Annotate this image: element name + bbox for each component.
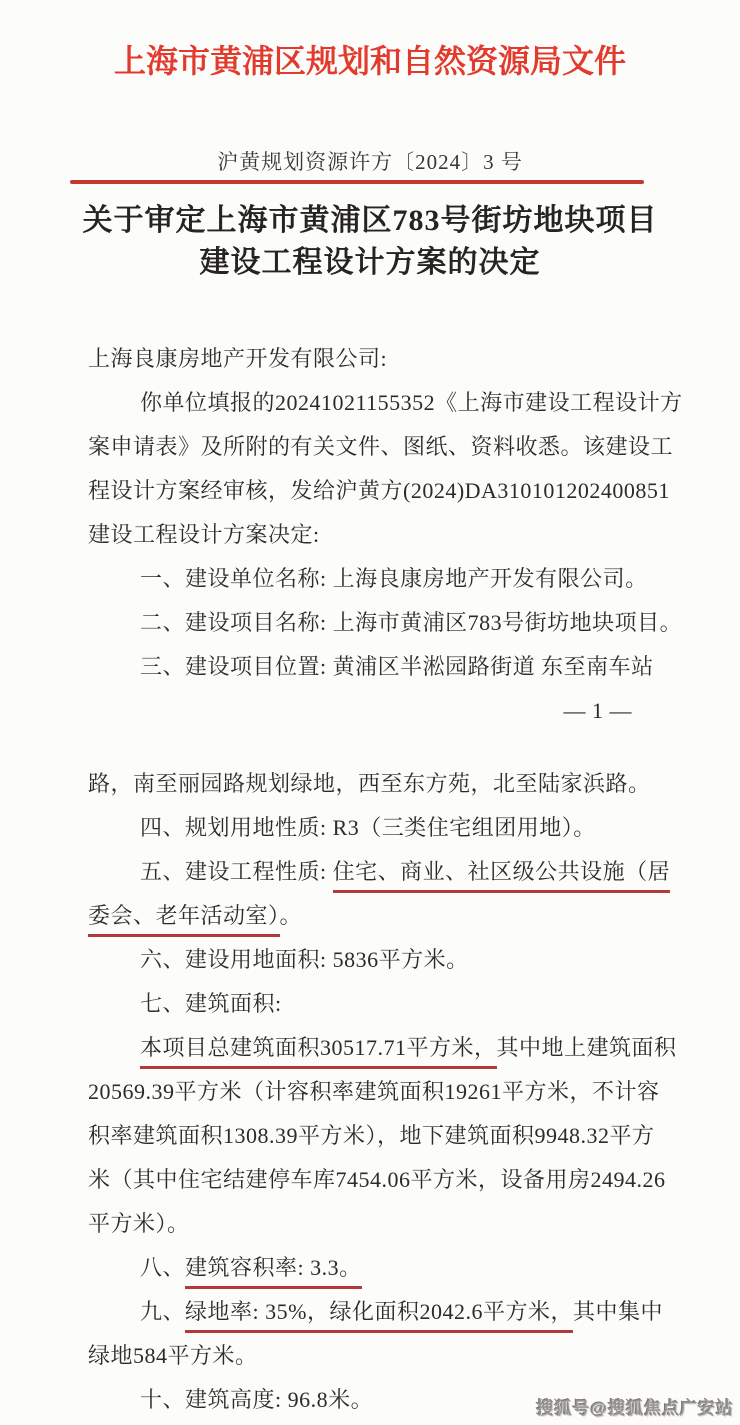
agency-header: 上海市黄浦区规划和自然资源局文件 — [113, 43, 626, 79]
text-segment: 其中集中 — [572, 1299, 663, 1324]
text-segment: 路，南至丽园路规划绿地，西至东方苑，北至陆家浜路。 — [88, 771, 651, 796]
text-segment: 三、建设项目位置: 黄浦区半淞园路街道 东至南车站 — [140, 654, 654, 679]
text-segment: — 1 — — [563, 698, 632, 723]
document-line — [88, 645, 660, 689]
underlined-text: 绿地率: 35%，绿化面积2042.6平方米， — [185, 1299, 573, 1333]
document-line — [88, 469, 670, 513]
document-line — [88, 601, 683, 645]
text-segment: 五、建设工程性质: — [140, 859, 333, 884]
document-title — [0, 200, 740, 284]
text-segment: 案申请表》及所附的有关文件、图纸、资料收悉。该建设工 — [88, 434, 674, 459]
underlined-text: 住宅、商业、社区级公共设施（居 — [333, 859, 671, 893]
document-line — [88, 425, 674, 469]
document-line — [88, 1202, 660, 1246]
text-segment: 十、建筑高度: 96.8米。 — [140, 1387, 374, 1412]
document-line — [88, 762, 660, 806]
text-segment: 绿地584平方米。 — [88, 1343, 258, 1368]
text-segment: 你单位填报的20241021155352《上海市建设工程设计方 — [140, 390, 683, 415]
underlined-text: 委会、老年活动室） — [88, 903, 280, 937]
title-line-1: 关于审定上海市黄浦区783号街坊地块项目 — [82, 204, 658, 237]
text-segment: 七、建筑面积: — [140, 991, 282, 1016]
watermark: 搜狐号@搜狐焦点广安站 — [536, 1399, 734, 1418]
document-line — [88, 1026, 677, 1070]
document-line — [88, 1114, 660, 1158]
text-segment: 九、 — [140, 1299, 186, 1324]
text-segment: 一、建设单位名称: 上海良康房地产开发有限公司。 — [140, 566, 648, 591]
text-segment: 上海良康房地产开发有限公司: — [88, 346, 388, 371]
text-segment: 八、 — [140, 1255, 186, 1280]
text-segment: 二、建设项目名称: 上海市黄浦区783号街坊地块项目。 — [140, 610, 683, 635]
document-line — [88, 1334, 660, 1378]
document-line — [88, 982, 660, 1026]
text-segment: 建设工程设计方案决定: — [88, 522, 320, 547]
document-line — [88, 938, 660, 982]
document-line — [88, 850, 671, 894]
underlined-text: 本项目总建筑面积30517.71平方米， — [140, 1035, 497, 1069]
doc-number: 沪黄规划资源许方〔2024〕3 号 — [217, 150, 523, 174]
text-segment: 其中地上建筑面积 — [496, 1035, 677, 1060]
text-segment: 四、规划用地性质: R3（三类住宅组团用地）。 — [140, 815, 596, 840]
text-segment: 米（其中住宅结建停车库7454.06平方米，设备用房2494.26 — [88, 1167, 666, 1192]
text-segment: 积率建筑面积1308.39平方米），地下建筑面积9948.32平方 — [88, 1123, 655, 1148]
document-line — [88, 337, 660, 381]
underlined-text: 建筑容积率: 3.3。 — [185, 1255, 362, 1289]
document-line — [88, 894, 660, 938]
document-line — [88, 806, 660, 850]
document-line — [88, 1158, 666, 1202]
document-line — [88, 557, 660, 601]
text-segment: 。 — [279, 903, 303, 928]
text-segment: 平方米）。 — [88, 1211, 190, 1236]
document-line — [88, 381, 683, 425]
document-line — [88, 1290, 663, 1334]
red-divider — [70, 180, 644, 184]
text-segment: 六、建设用地面积: 5836平方米。 — [140, 947, 469, 972]
document-line — [88, 1070, 660, 1114]
text-segment: 程设计方案经审核，发给沪黄方(2024)DA310101202400851 — [88, 478, 670, 503]
document-body — [88, 337, 683, 1422]
page-number — [88, 689, 660, 733]
document-line — [88, 513, 660, 557]
title-line-2: 建设工程设计方案的决定 — [199, 246, 541, 279]
document-line — [88, 1246, 660, 1290]
text-segment: 20569.39平方米（计容积率建筑面积19261平方米，不计容 — [88, 1079, 660, 1104]
